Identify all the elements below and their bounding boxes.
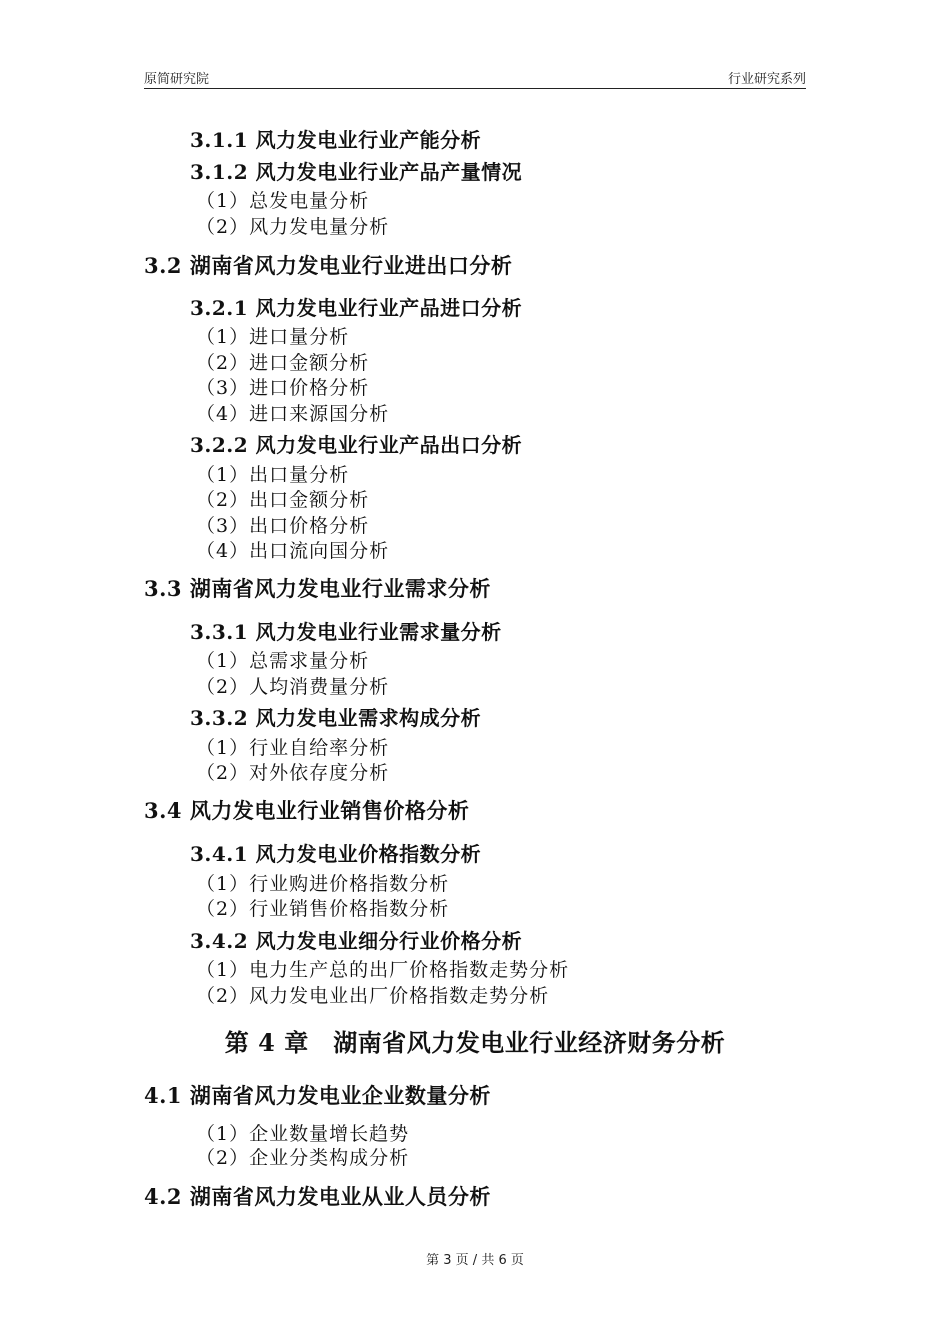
toc-item: （2）风力发电量分析 [196, 216, 390, 238]
toc-section: 3.3 湖南省风力发电业行业需求分析 [144, 576, 491, 601]
toc-item: （3）出口价格分析 [196, 515, 370, 537]
toc-item: （1）电力生产总的出厂价格指数走势分析 [196, 959, 570, 981]
toc-item: （2）人均消费量分析 [196, 676, 390, 698]
header-series-name: 行业研究系列 [727, 72, 806, 87]
toc-item: （1）进口量分析 [196, 326, 350, 348]
toc-item: （4）进口来源国分析 [196, 403, 390, 425]
page-number: 第 3 页 / 共 6 页 [426, 1253, 524, 1268]
toc-item: （3）进口价格分析 [196, 377, 370, 399]
toc-item: （2）对外依存度分析 [196, 762, 390, 784]
toc-section: 4.1 湖南省风力发电业企业数量分析 [144, 1083, 491, 1108]
toc-subsection: 3.1.2 风力发电业行业产品产量情况 [190, 160, 523, 184]
toc-item: （1）出口量分析 [196, 464, 350, 486]
toc-section: 4.2 湖南省风力发电业从业人员分析 [144, 1184, 491, 1209]
toc-item: （2）企业分类构成分析 [196, 1147, 410, 1169]
toc-item: （1）行业购进价格指数分析 [196, 873, 450, 895]
toc-item: （1）行业自给率分析 [196, 737, 390, 759]
toc-subsection: 3.2.1 风力发电业行业产品进口分析 [190, 296, 523, 320]
toc-subsection: 3.3.2 风力发电业需求构成分析 [190, 706, 482, 730]
toc-item: （1）总发电量分析 [196, 190, 370, 212]
toc-subsection: 3.3.1 风力发电业行业需求量分析 [190, 620, 502, 644]
toc-section: 3.4 风力发电业行业销售价格分析 [144, 798, 470, 823]
toc-subsection: 3.2.2 风力发电业行业产品出口分析 [190, 433, 523, 457]
toc-section: 3.2 湖南省风力发电业行业进出口分析 [144, 253, 513, 278]
toc-item: （1）企业数量增长趋势 [196, 1123, 410, 1145]
toc-subsection: 3.4.1 风力发电业价格指数分析 [190, 842, 482, 866]
toc-subsection: 3.4.2 风力发电业细分行业价格分析 [190, 929, 523, 953]
toc-item: （2）出口金额分析 [196, 489, 370, 511]
toc-item: （2）进口金额分析 [196, 352, 370, 374]
toc-item: （2）行业销售价格指数分析 [196, 898, 450, 920]
toc-subsection: 3.1.1 风力发电业行业产能分析 [190, 128, 482, 152]
toc-chapter: 第 4 章 湖南省风力发电业行业经济财务分析 [224, 1028, 726, 1057]
toc-item: （1）总需求量分析 [196, 650, 370, 672]
header-org-name: 原简研究院 [144, 72, 210, 87]
toc-item: （4）出口流向国分析 [196, 540, 390, 562]
toc-item: （2）风力发电业出厂价格指数走势分析 [196, 985, 550, 1007]
